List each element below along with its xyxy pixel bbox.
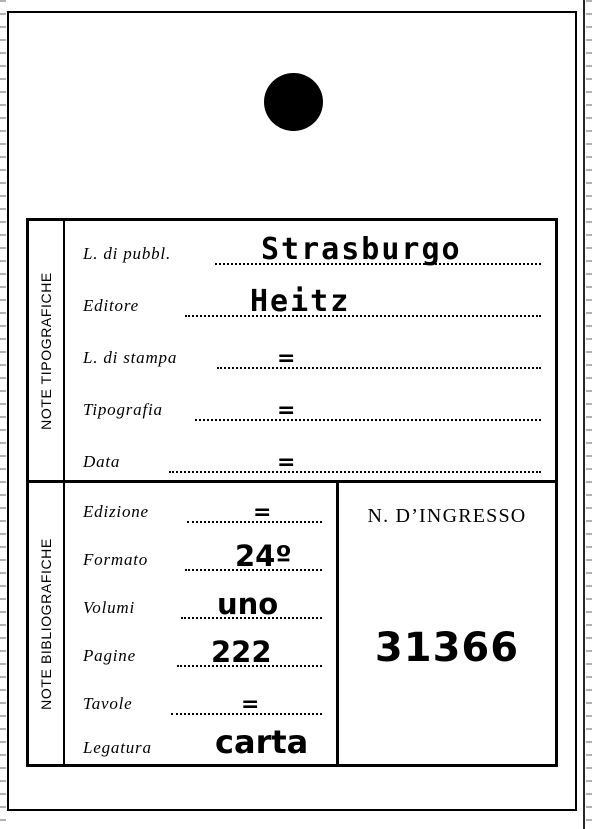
row-value: = bbox=[277, 346, 296, 371]
row-label: Pagine bbox=[83, 646, 136, 665]
ingress-number-box bbox=[339, 483, 555, 764]
card-table bbox=[26, 218, 558, 767]
row-dotted-line bbox=[217, 367, 541, 369]
section-bibliographic-side-label-text: NOTE BIBLIOGRAFICHE bbox=[38, 537, 54, 710]
row-label: Legatura bbox=[83, 738, 152, 757]
row-dotted-line bbox=[169, 471, 541, 473]
row-value: = bbox=[277, 450, 296, 475]
scan-edge-rule-right bbox=[583, 0, 585, 829]
section-bibliographic-notes bbox=[29, 483, 555, 764]
row-value: = bbox=[277, 398, 296, 423]
row-label: L. di stampa bbox=[83, 348, 178, 367]
scan-edge-speckle-left bbox=[0, 0, 6, 829]
row-value: Strasburgo bbox=[261, 232, 462, 267]
table-row bbox=[65, 723, 336, 767]
punch-hole-icon bbox=[264, 73, 323, 131]
row-dotted-line bbox=[185, 315, 541, 317]
row-value: = bbox=[241, 692, 260, 717]
section-typographic-side-label-text: NOTE TIPOGRAFICHE bbox=[38, 271, 54, 430]
row-dotted-line bbox=[195, 419, 541, 421]
section-typographic-side-label bbox=[29, 221, 65, 480]
table-row bbox=[65, 579, 336, 627]
row-label: Editore bbox=[83, 296, 139, 315]
bibliographic-rows bbox=[65, 483, 339, 764]
table-row bbox=[65, 429, 555, 481]
table-row bbox=[65, 273, 555, 325]
row-label: Volumi bbox=[83, 598, 136, 617]
section-typographic-notes bbox=[29, 221, 555, 483]
table-row bbox=[65, 483, 336, 531]
typographic-rows bbox=[65, 221, 555, 480]
row-label: Formato bbox=[83, 550, 149, 569]
scan-edge-speckle-right bbox=[586, 0, 592, 829]
row-value: Heitz bbox=[250, 284, 351, 319]
row-label: L. di pubbl. bbox=[83, 244, 172, 263]
table-row bbox=[65, 377, 555, 429]
row-value: = bbox=[253, 500, 272, 525]
ingress-value: 31366 bbox=[374, 625, 520, 671]
row-label: Tavole bbox=[83, 694, 133, 713]
table-row bbox=[65, 221, 555, 273]
ingress-label: N. D’INGRESSO bbox=[367, 505, 527, 527]
row-label: Edizione bbox=[83, 502, 149, 521]
table-row bbox=[65, 627, 336, 675]
row-value: 24º bbox=[235, 539, 292, 573]
table-row bbox=[65, 325, 555, 377]
table-row bbox=[65, 531, 336, 579]
section-bibliographic-side-label bbox=[29, 483, 65, 764]
row-value: 222 bbox=[211, 635, 272, 669]
table-row bbox=[65, 675, 336, 723]
row-label: Data bbox=[83, 452, 121, 471]
row-value: uno bbox=[217, 587, 279, 621]
row-value: carta bbox=[215, 723, 309, 761]
row-label: Tipografia bbox=[83, 400, 163, 419]
